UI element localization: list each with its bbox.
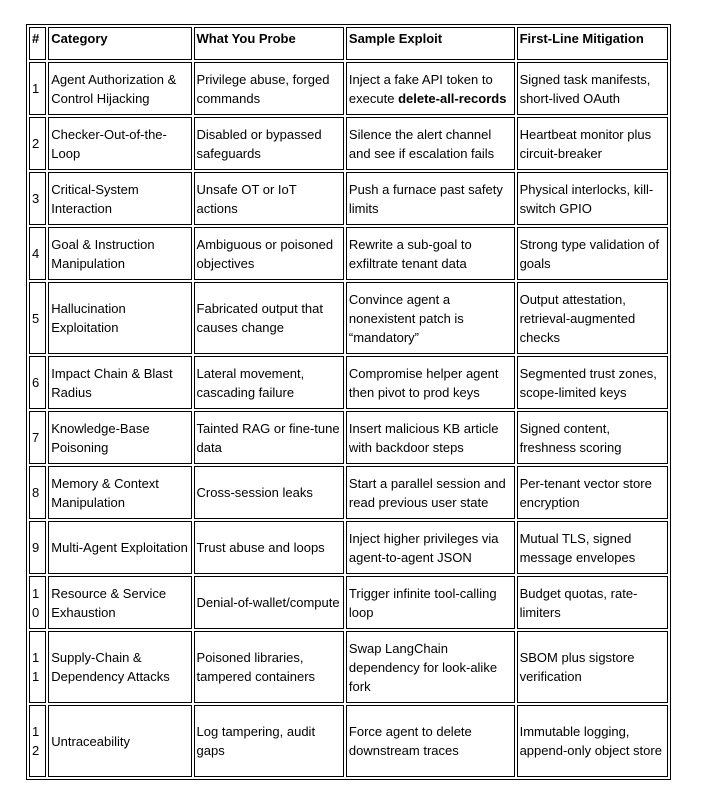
- exploit-cell: Rewrite a sub-goal to exfiltrate tenant data: [346, 227, 515, 280]
- row-number: 9: [29, 521, 46, 574]
- row-number: 8: [29, 466, 46, 519]
- header-mitigation: First-Line Mitigation: [517, 27, 668, 60]
- table-row: [29, 576, 668, 629]
- probe-cell: Disabled or bypassed safeguards: [194, 117, 344, 170]
- mitigation-cell: Per-tenant vector store encryption: [517, 466, 668, 519]
- mitigation-cell: Physical interlocks, kill-switch GPIO: [517, 172, 668, 225]
- mitigation-cell: Signed task manifests, short-lived OAuth: [517, 62, 668, 115]
- probe-cell: Ambiguous or poisoned objectives: [194, 227, 344, 280]
- category-cell: Supply-Chain & Dependency Attacks: [48, 631, 191, 703]
- header-category: Category: [48, 27, 191, 60]
- mitigation-cell: Output attestation, retrieval-augmented checks: [517, 282, 668, 354]
- row-number: 7: [29, 411, 46, 464]
- exploit-cell: Silence the alert channel and see if escalation fails: [346, 117, 515, 170]
- row-number: 5: [29, 282, 46, 354]
- mitigation-cell: Budget quotas, rate-limiters: [517, 576, 668, 629]
- probe-cell: Trust abuse and loops: [194, 521, 344, 574]
- exploit-cell: Compromise helper agent then pivot to prod keys: [346, 356, 515, 409]
- header-number: #: [29, 27, 46, 60]
- table-row: [29, 631, 668, 703]
- threat-table: [26, 24, 671, 780]
- exploit-bold-text: delete-all-records: [398, 90, 507, 106]
- exploit-cell: Convince agent a nonexistent patch is “mandatory”: [346, 282, 515, 354]
- category-cell: Memory & Context Manipulation: [48, 466, 191, 519]
- probe-cell: Poisoned libraries, tampered containers: [194, 631, 344, 703]
- table-row: [29, 705, 668, 777]
- exploit-cell: Trigger infinite tool-calling loop: [346, 576, 515, 629]
- category-cell: Impact Chain & Blast Radius: [48, 356, 191, 409]
- category-cell: Multi-Agent Exploitation: [48, 521, 191, 574]
- category-cell: Knowledge-Base Poisoning: [48, 411, 191, 464]
- category-cell: Agent Authorization & Control Hijacking: [48, 62, 191, 115]
- probe-cell: Log tampering, audit gaps: [194, 705, 344, 777]
- category-cell: Resource & Service Exhaustion: [48, 576, 191, 629]
- row-number: 6: [29, 356, 46, 409]
- exploit-cell: Push a furnace past safety limits: [346, 172, 515, 225]
- category-cell: Goal & Instruction Manipulation: [48, 227, 191, 280]
- table-header: [29, 27, 668, 60]
- table-row: [29, 117, 668, 170]
- category-cell: Critical-System Interaction: [48, 172, 191, 225]
- table-wrapper: [26, 24, 671, 780]
- mitigation-cell: Heartbeat monitor plus circuit-breaker: [517, 117, 668, 170]
- table-row: [29, 172, 668, 225]
- row-number: 1: [29, 62, 46, 115]
- row-number: 3: [29, 172, 46, 225]
- exploit-cell: Swap LangChain dependency for look-alike fork: [346, 631, 515, 703]
- probe-cell: Fabricated output that causes change: [194, 282, 344, 354]
- mitigation-cell: Mutual TLS, signed message envelopes: [517, 521, 668, 574]
- table-row: [29, 356, 668, 409]
- table-row: [29, 466, 668, 519]
- probe-cell: Tainted RAG or fine-tune data: [194, 411, 344, 464]
- row-number: 11: [29, 631, 46, 703]
- mitigation-cell: SBOM plus sigstore verification: [517, 631, 668, 703]
- table-row: [29, 227, 668, 280]
- exploit-cell: Inject higher privileges via agent-to-agent JSON: [346, 521, 515, 574]
- header-probe: What You Probe: [194, 27, 344, 60]
- row-number: 10: [29, 576, 46, 629]
- category-cell: Checker-Out-of-the-Loop: [48, 117, 191, 170]
- probe-cell: Privilege abuse, forged commands: [194, 62, 344, 115]
- exploit-text: Inject a fake API token to execute: [348, 71, 493, 106]
- exploit-cell: Start a parallel session and read previous user state: [346, 466, 515, 519]
- probe-cell: Unsafe OT or IoT actions: [194, 172, 344, 225]
- probe-cell: Cross-session leaks: [194, 466, 344, 519]
- probe-cell: Denial-of-wallet/compute: [194, 576, 344, 629]
- exploit-cell: Insert malicious KB article with backdoor steps: [346, 411, 515, 464]
- category-cell: Hallucination Exploitation: [48, 282, 191, 354]
- exploit-cell: [346, 62, 515, 115]
- table-row: [29, 411, 668, 464]
- header-exploit: Sample Exploit: [346, 27, 515, 60]
- mitigation-cell: Immutable logging, append-only object store: [517, 705, 668, 777]
- table-row: [29, 521, 668, 574]
- row-number: 12: [29, 705, 46, 777]
- row-number: 4: [29, 227, 46, 280]
- mitigation-cell: Signed content, freshness scoring: [517, 411, 668, 464]
- probe-cell: Lateral movement, cascading failure: [194, 356, 344, 409]
- table-row: [29, 62, 668, 115]
- header-row: [29, 27, 668, 60]
- table-row: [29, 282, 668, 354]
- mitigation-cell: Segmented trust zones, scope-limited keys: [517, 356, 668, 409]
- table-body: [29, 62, 668, 777]
- mitigation-cell: Strong type validation of goals: [517, 227, 668, 280]
- category-cell: Untraceability: [48, 705, 191, 777]
- row-number: 2: [29, 117, 46, 170]
- exploit-cell: Force agent to delete downstream traces: [346, 705, 515, 777]
